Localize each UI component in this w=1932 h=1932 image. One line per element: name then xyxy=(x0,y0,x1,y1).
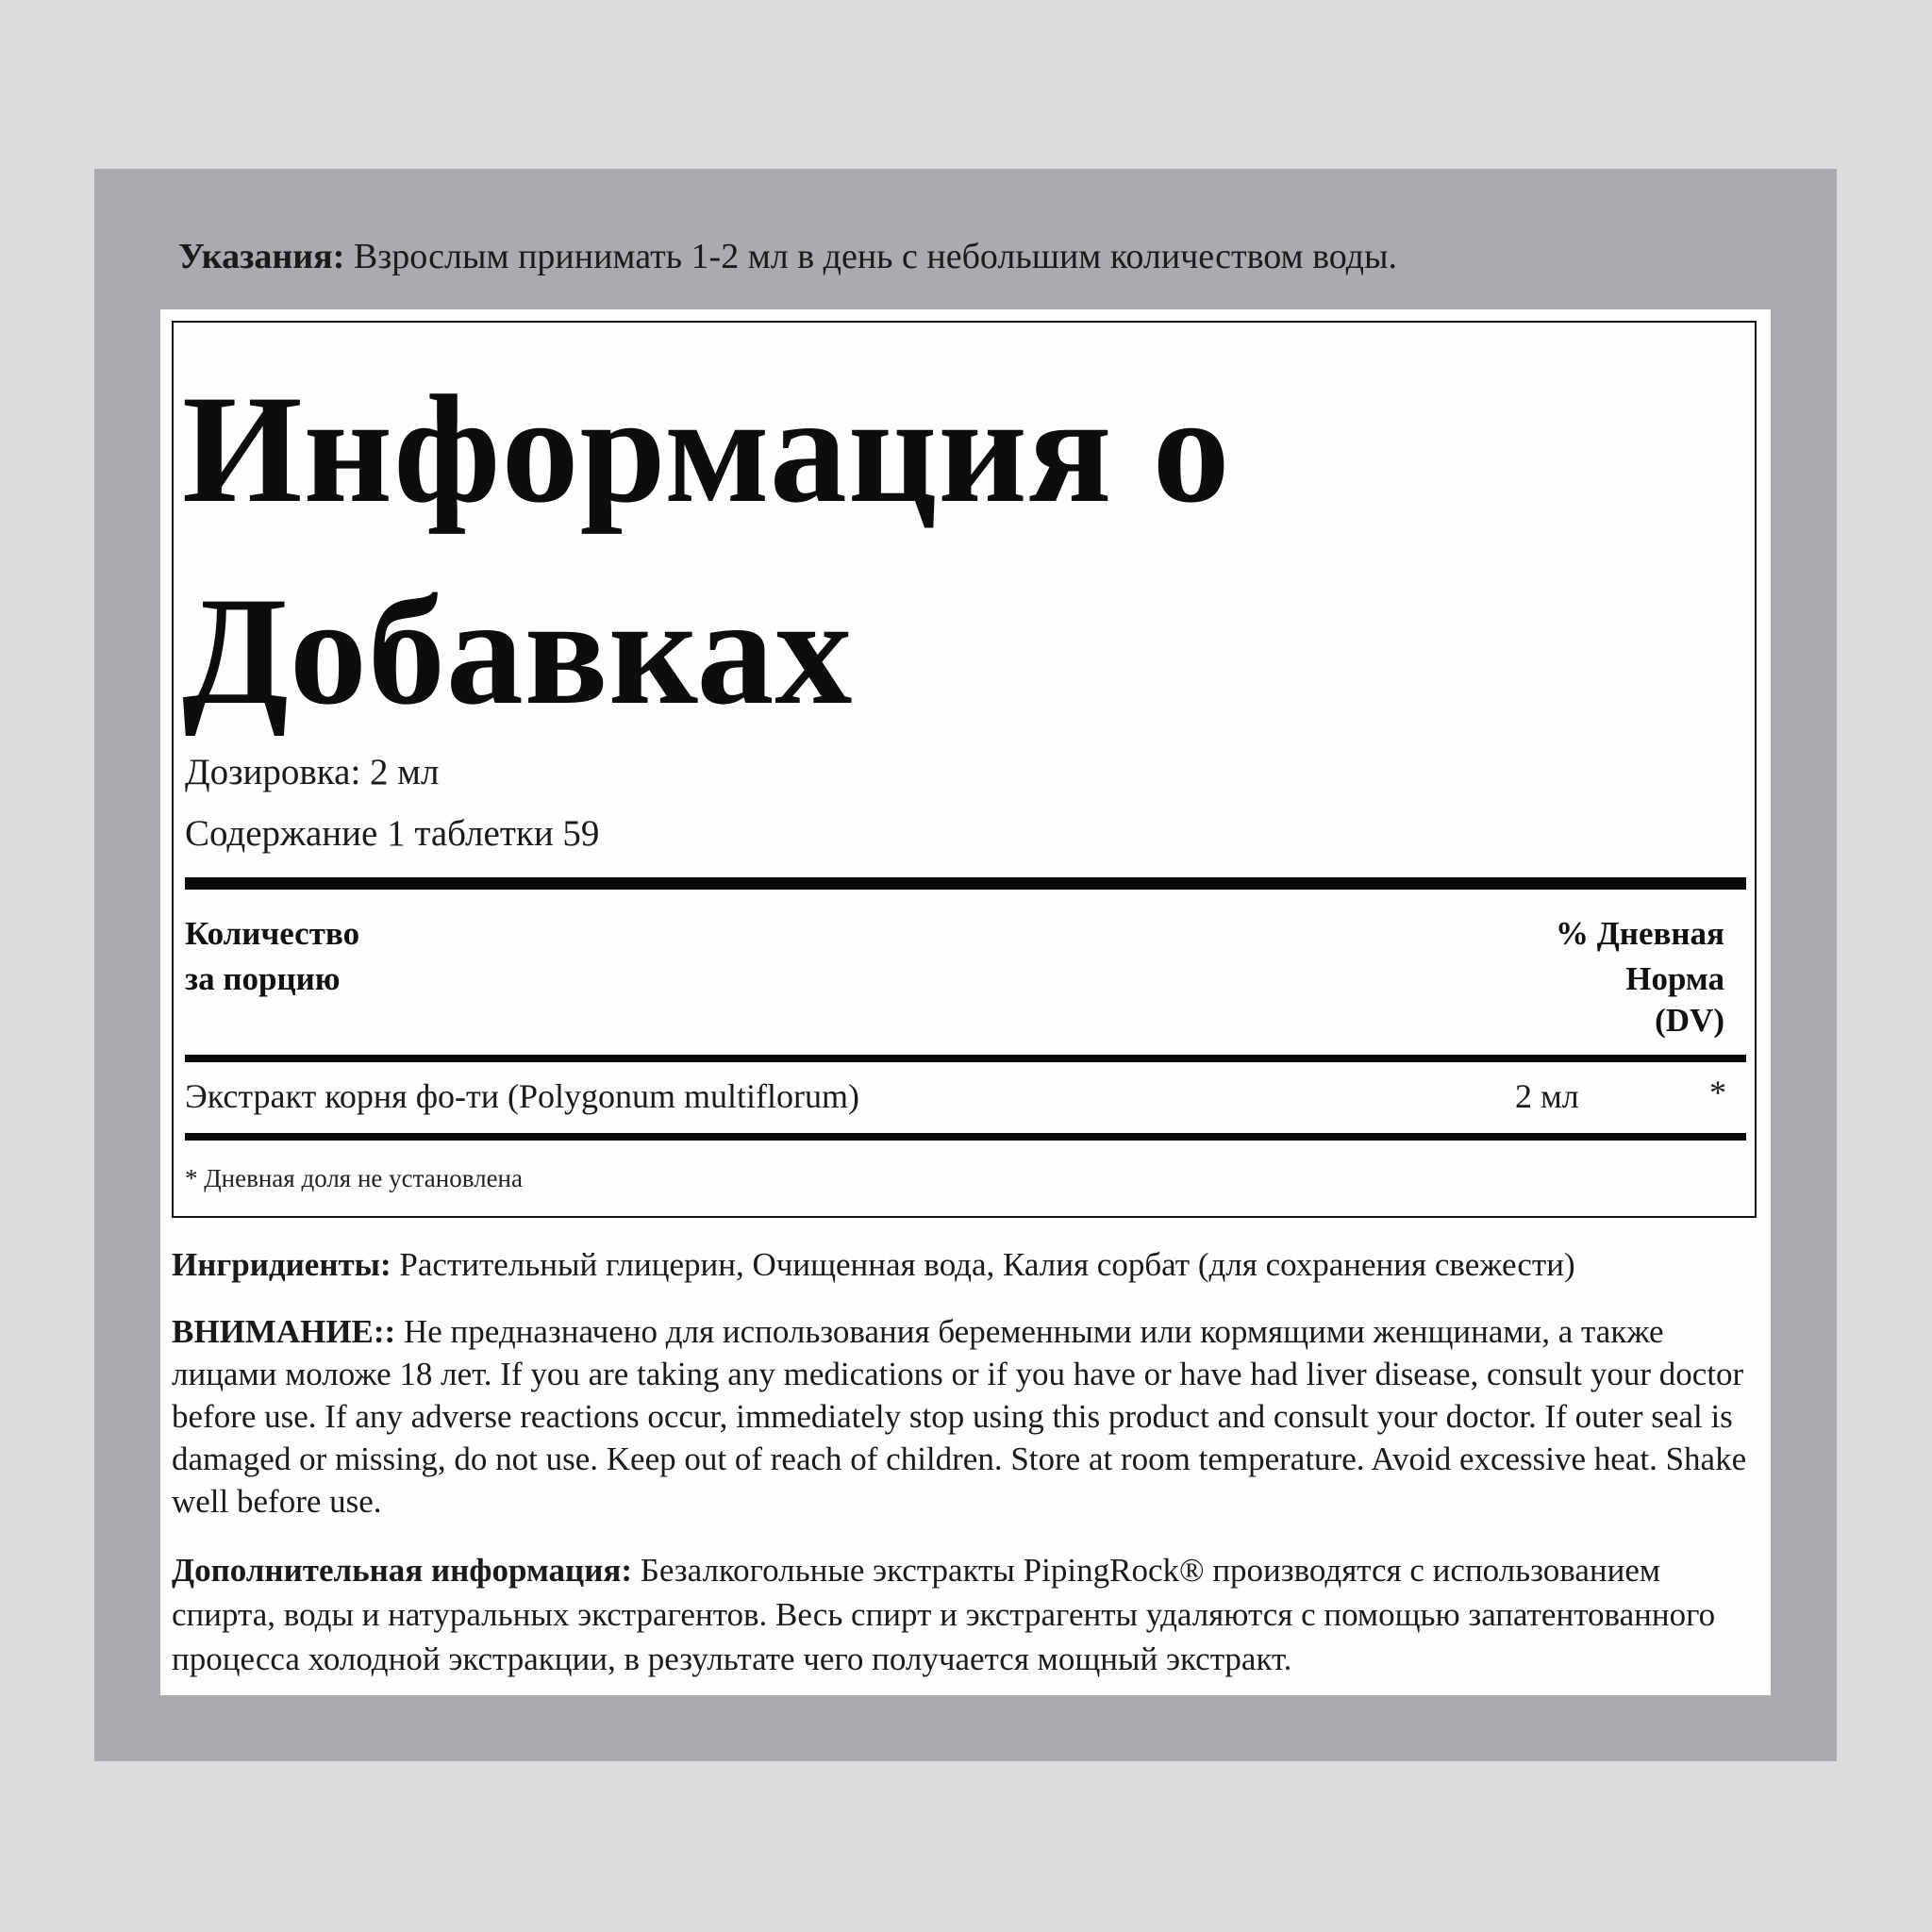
warning-section xyxy=(172,1310,1766,1523)
warning-label: ВНИМАНИЕ:: xyxy=(172,1313,396,1350)
ingredients-section xyxy=(172,1243,1766,1286)
additional-info-label: Дополнительная информация: xyxy=(172,1552,632,1589)
directions-body: Взрослым принимать 1-2 мл в день с небольшим количеством воды. xyxy=(353,237,1398,276)
dv-header-line2: Норма xyxy=(1625,960,1724,997)
additional-info-text: Безалкогольные экстракты PipingRock® производятся с использованием спирта, воды и натуральных экстрагентов. Весь спирт и экстрагенты удаляются с помощью запатентованного процесса холодной экстракции, в результате чего получается мощный экстракт. xyxy=(172,1552,1716,1677)
daily-value-header xyxy=(1556,911,1724,1040)
servings-per-container: Содержание 1 таблетки 59 xyxy=(185,813,600,854)
serving-size: Дозировка: 2 мл xyxy=(185,752,440,792)
bottom-divider xyxy=(185,1133,1746,1141)
ingredient-amount: 2 мл xyxy=(1515,1077,1579,1115)
ingredient-name: Экстракт корня фо-ти (Polygonum multiflorum) xyxy=(185,1077,860,1115)
additional-info-section xyxy=(172,1548,1766,1681)
directions-text xyxy=(178,236,1397,277)
medium-divider xyxy=(185,1055,1746,1062)
dv-footnote: * Дневная доля не установлена xyxy=(185,1164,523,1192)
dv-header-line1: % Дневная xyxy=(1555,915,1724,952)
dv-header-line3: (DV) xyxy=(1655,1002,1724,1039)
facts-title xyxy=(182,349,1691,753)
ingredient-dv: * xyxy=(1709,1074,1726,1111)
ingredients-text: Растительный глицерин, Очищенная вода, Калия сорбат (для сохранения свежести) xyxy=(399,1246,1575,1283)
ingredients-label: Ингридиенты: xyxy=(172,1246,391,1283)
amount-header-line2: за порцию xyxy=(185,960,341,997)
amount-header-line1: Количество xyxy=(185,915,360,952)
facts-title-line2: Добавках xyxy=(182,566,854,737)
amount-per-serving-header xyxy=(185,911,359,1002)
facts-title-line1: Информация о xyxy=(182,364,1231,535)
thick-divider xyxy=(185,877,1746,890)
warning-text: Не предназначено для использования беременными или кормящими женщинами, а также лицами моложе 18 лет. If you are taking any medications or if you have or have had liver disease, consult your doctor before use. If any adverse reactions occur, immediately stop using this product and consult your doctor. If outer seal is damaged or missing, do not use. Keep out of reach of children. Store at room temperature. Avoid excessive heat. Shake well before use. xyxy=(172,1313,1747,1520)
directions-label: Указания: xyxy=(178,237,345,276)
